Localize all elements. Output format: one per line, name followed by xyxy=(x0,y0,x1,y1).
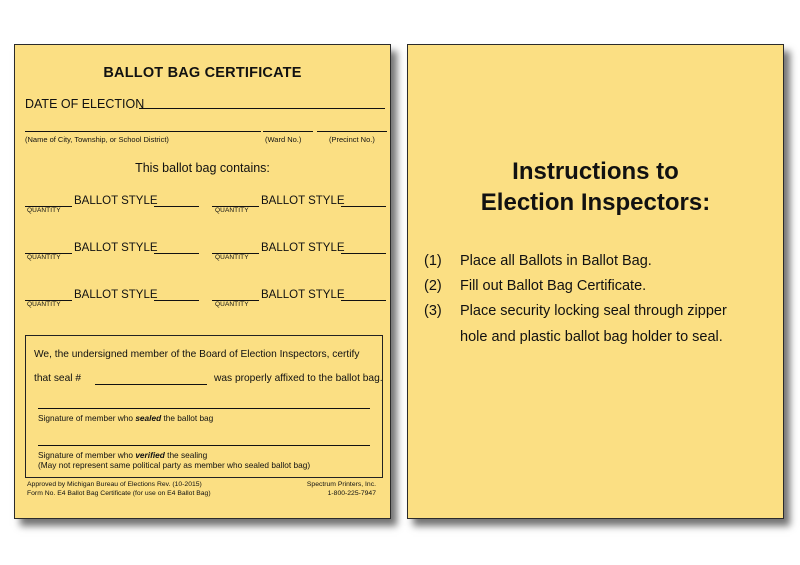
instruction-number: (1) xyxy=(424,253,442,269)
verifier-note: (May not represent same political party as member who sealed ballot bag) xyxy=(38,460,311,470)
seal-affixed-text: was properly affixed to the ballot bag. xyxy=(214,373,383,384)
precinct-caption: (Precinct No.) xyxy=(329,135,375,144)
ward-caption: (Ward No.) xyxy=(265,135,302,144)
quantity-caption: QUANTITY xyxy=(27,207,61,214)
instructions-heading-line1: Instructions to xyxy=(512,158,679,185)
seal-number-prefix: that seal # xyxy=(34,373,82,384)
quantity-caption: QUANTITY xyxy=(215,254,249,261)
ballot-style-field[interactable] xyxy=(154,253,199,254)
instructions-heading-line2: Election Inspectors: xyxy=(480,189,711,216)
footer-printer: Spectrum Printers, Inc. xyxy=(306,481,376,488)
precinct-field[interactable] xyxy=(317,131,387,132)
ballot-style-field[interactable] xyxy=(341,206,386,207)
date-of-election-label: DATE OF ELECTION xyxy=(25,97,145,111)
instruction-text: Place security locking seal through zipper xyxy=(460,303,727,319)
ballot-style-label: BALLOT STYLE xyxy=(74,289,158,301)
sealer-signature-caption: Signature of member who sealed the ballot bag xyxy=(38,413,214,423)
certification-box xyxy=(25,335,383,478)
footer-approval: Approved by Michigan Bureau of Elections Rev. (10-2015) xyxy=(27,481,202,488)
instruction-number: (2) xyxy=(424,278,442,294)
ballot-style-field[interactable] xyxy=(341,253,386,254)
sealer-signature-field[interactable] xyxy=(38,408,370,409)
footer-form-number: Form No. E4 Ballot Bag Certificate (for use on E4 Ballot Bag) xyxy=(27,490,211,497)
date-of-election-field[interactable] xyxy=(139,108,385,109)
ballot-style-field[interactable] xyxy=(341,300,386,301)
quantity-caption: QUANTITY xyxy=(215,207,249,214)
instruction-text: Place all Ballots in Ballot Bag. xyxy=(460,253,652,269)
contains-label: This ballot bag contains: xyxy=(135,161,270,175)
instructions-card xyxy=(407,44,784,519)
jurisdiction-field[interactable] xyxy=(25,131,261,132)
verifier-signature-caption: Signature of member who verified the sealing xyxy=(38,450,208,460)
ballot-style-field[interactable] xyxy=(154,206,199,207)
instruction-text: Fill out Ballot Bag Certificate. xyxy=(460,278,647,294)
ward-field[interactable] xyxy=(263,131,313,132)
quantity-caption: QUANTITY xyxy=(215,301,249,308)
instruction-text-continued: hole and plastic ballot bag holder to seal. xyxy=(460,329,723,345)
ballot-style-label: BALLOT STYLE xyxy=(74,195,158,207)
footer-phone: 1-800-225-7947 xyxy=(327,490,376,497)
ballot-style-label: BALLOT STYLE xyxy=(261,242,345,254)
instruction-number: (3) xyxy=(424,303,442,319)
ballot-style-label: BALLOT STYLE xyxy=(261,289,345,301)
seal-number-field[interactable] xyxy=(95,384,207,385)
verifier-signature-field[interactable] xyxy=(38,445,370,446)
ballot-bag-certificate-card xyxy=(14,44,391,519)
certificate-title: BALLOT BAG CERTIFICATE xyxy=(103,65,302,81)
quantity-caption: QUANTITY xyxy=(27,254,61,261)
jurisdiction-caption: (Name of City, Township, or School District) xyxy=(25,135,169,144)
ballot-style-label: BALLOT STYLE xyxy=(261,195,345,207)
ballot-style-label: BALLOT STYLE xyxy=(74,242,158,254)
quantity-caption: QUANTITY xyxy=(27,301,61,308)
certify-statement: We, the undersigned member of the Board of Election Inspectors, certify xyxy=(34,349,360,360)
ballot-style-field[interactable] xyxy=(154,300,199,301)
